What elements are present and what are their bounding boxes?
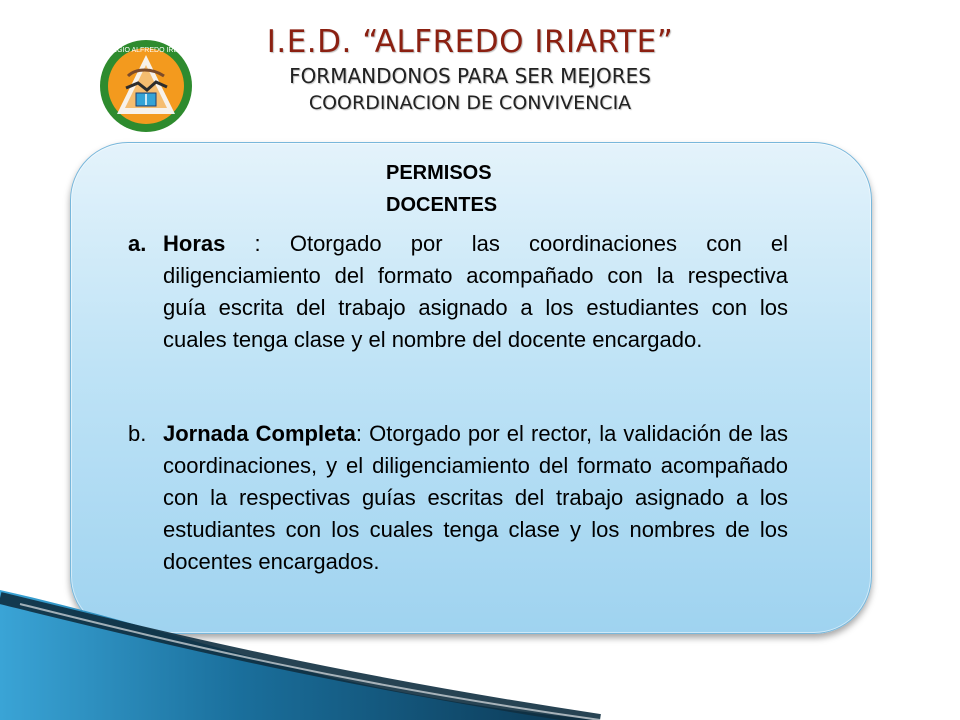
item-marker: a. [128,231,147,256]
permission-item-full-day [128,418,788,578]
permission-item-hours [128,228,788,356]
permissions-heading-line2: DOCENTES [386,194,498,216]
item-separator: : [355,421,370,446]
item-text: Otorgado por las coordinaciones con el diligenciamiento del formato acompañado con la respectiva guía escrita del trabajo asignado a los estudiantes con los cuales tenga clase y el nombre del docente encargado. [163,231,788,352]
item-text: Otorgado por el rector, la validación de las coordinaciones, y el diligenciamiento del formato acompañado con la respectivas guías escritas del trabajo asignado a los estudiantes con los cuales tenga clase y los nombres de los docentes encargados. [163,421,789,574]
school-motto: FORMANDONOS PARA SER MEJORES [289,64,651,88]
item-body [163,228,788,356]
permissions-heading-line1: PERMISOS [386,162,492,184]
item-label: Jornada Completa [163,421,356,446]
logo-ring-text: COLEGIO ALFREDO IRIARTE [98,47,194,54]
item-marker: b. [128,421,147,446]
item-separator: : [225,231,290,256]
item-body [163,418,788,578]
decorative-swoosh [0,590,960,720]
slide-header [0,0,960,140]
department-label: COORDINACION DE CONVIVENCIA [308,92,632,114]
item-label: Horas [163,231,226,256]
school-title: I.E.D. “ALFREDO IRIARTE” [266,24,674,60]
school-crest-icon [98,38,194,134]
